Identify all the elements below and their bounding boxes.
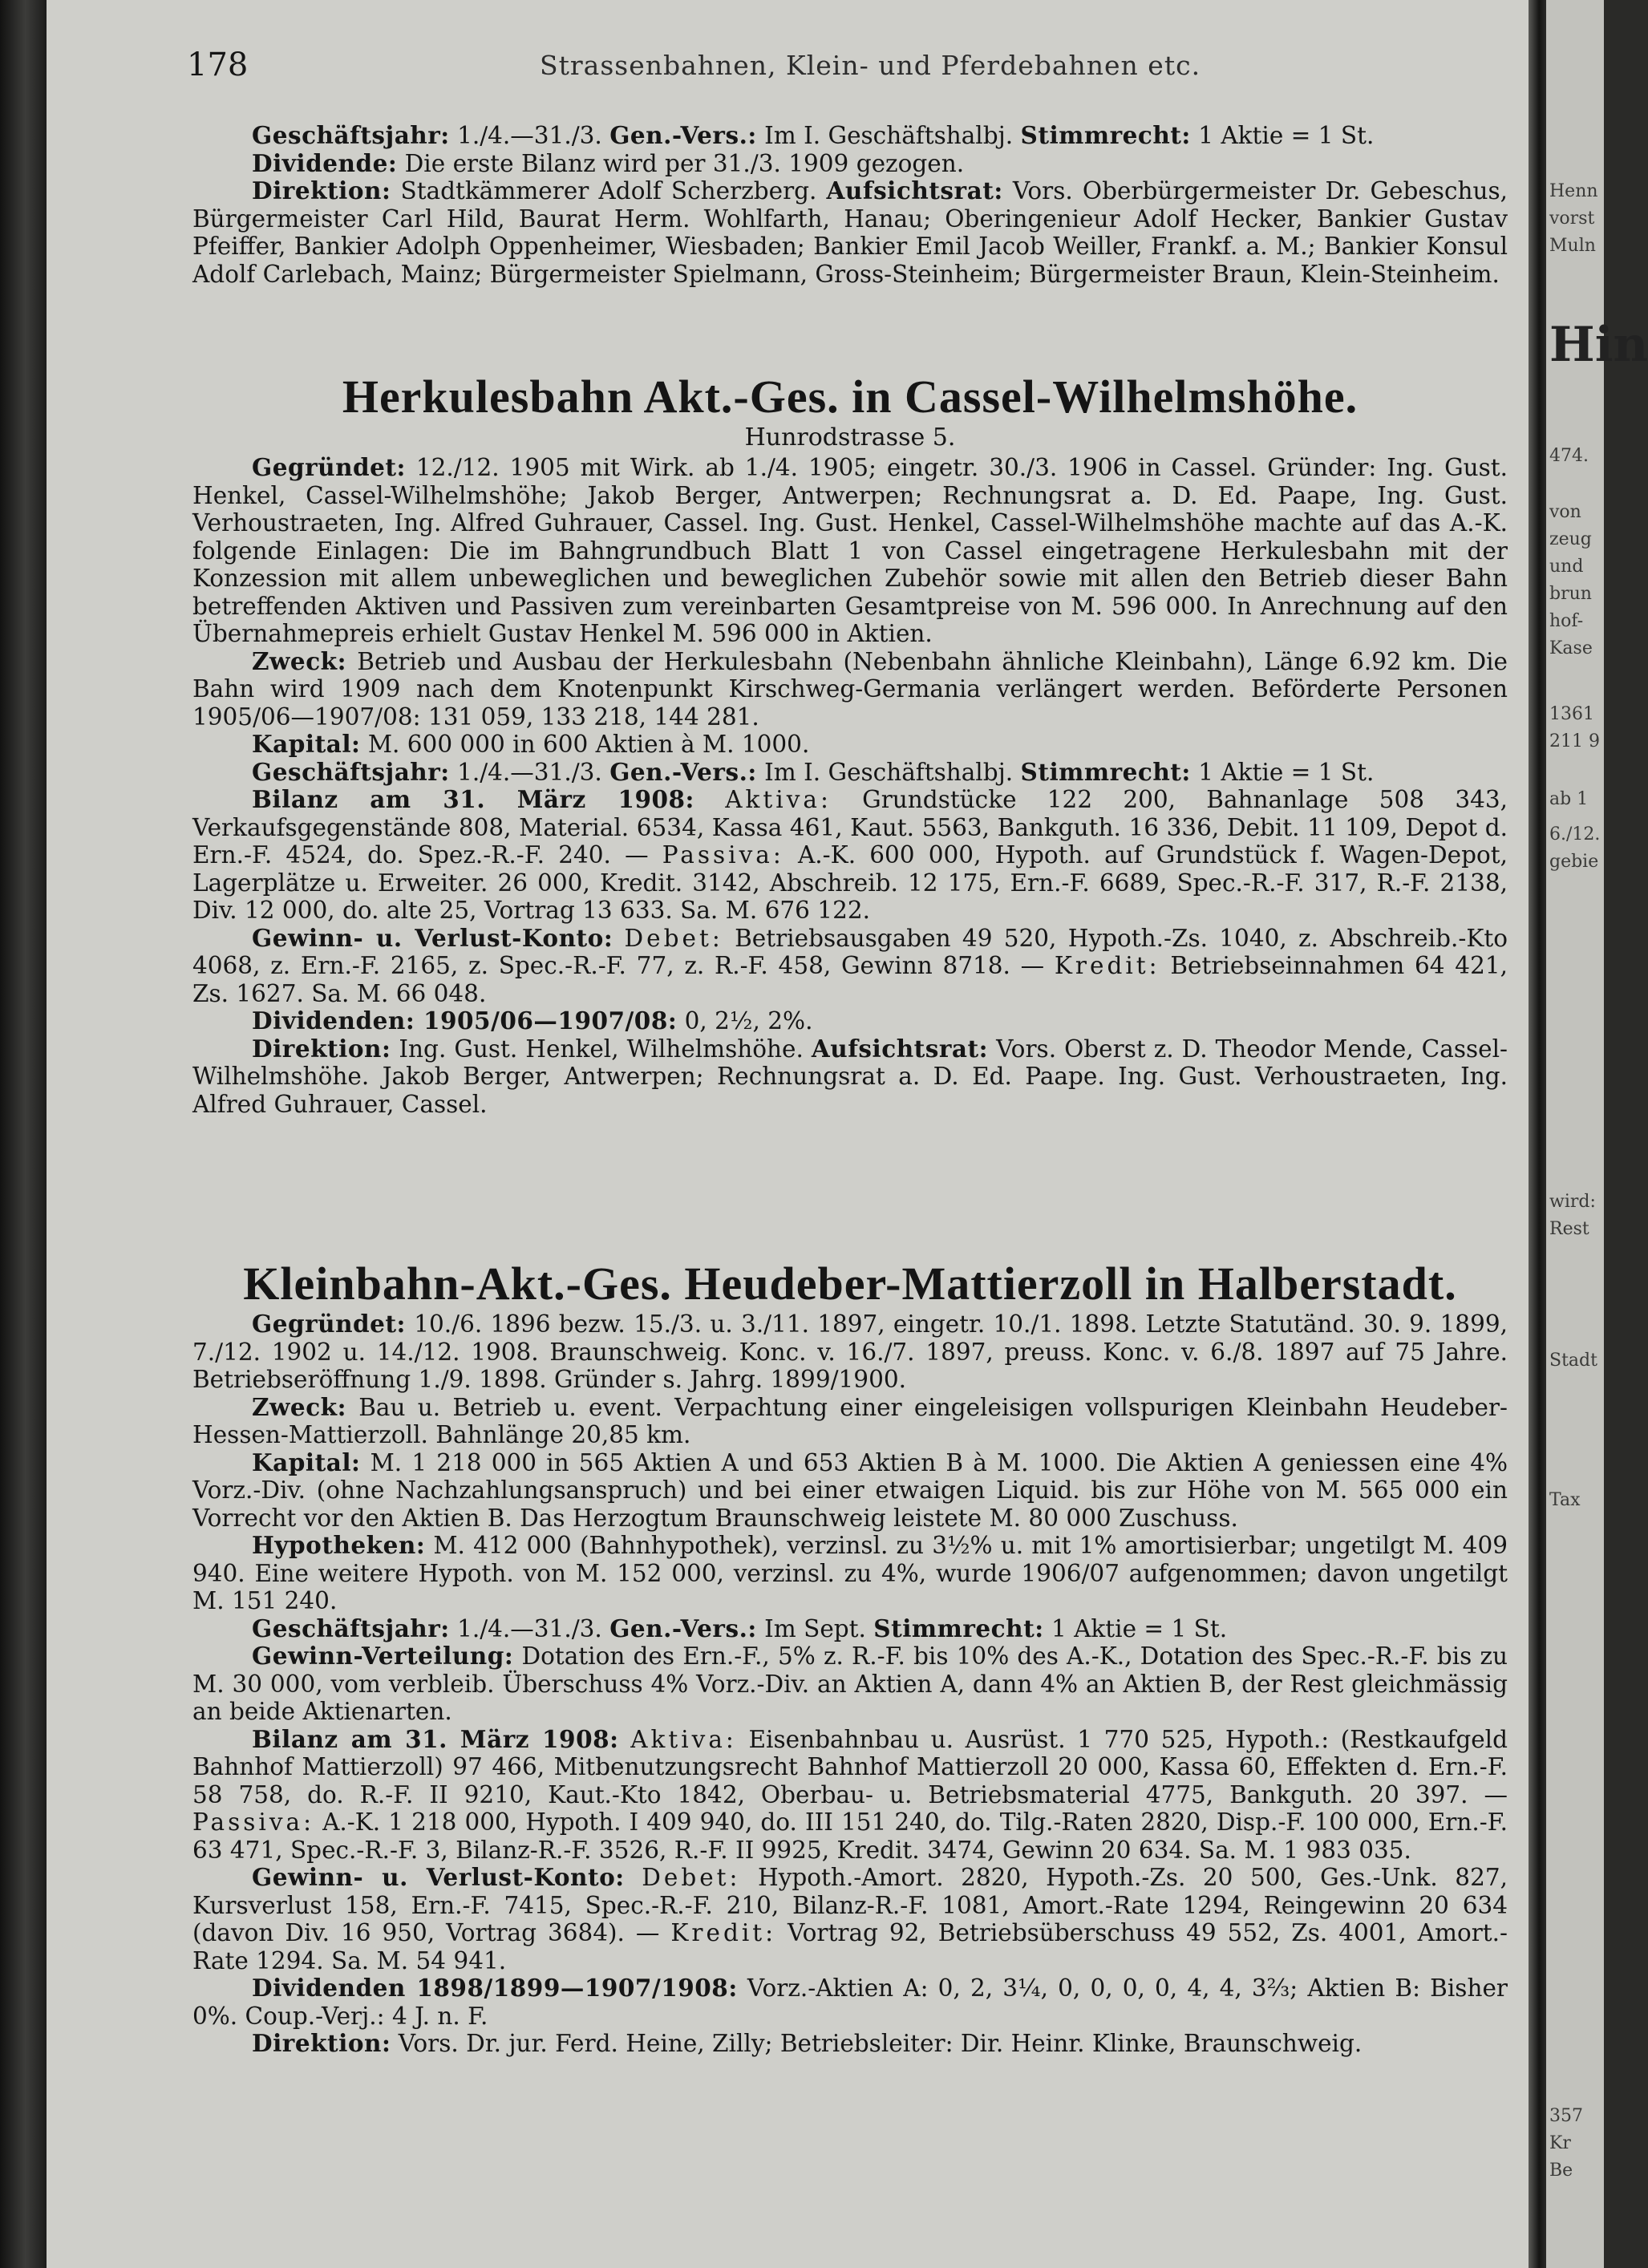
kleinbahn-title: Kleinbahn-Akt.-Ges. Heudeber-Mattierzoll in Halberstadt. [243,1258,1457,1310]
adjacent-fragment: Kase [1549,638,1593,658]
adjacent-fragment: 211 9 [1549,731,1600,751]
adjacent-fragment: wird: [1549,1192,1596,1212]
herkulesbahn-entry [192,371,1508,1118]
herkulesbahn-bilanz: Bilanz am 31. März 1908: Aktiva: Grundstücke 122 200, Bahnanlage 508 343, Verkaufsgegenstände 808, Material. 6534, Kassa 461, Kaut. 5563, Bankguth. 16 336, Debit. 11 109, Depot d. Ern.-F. 4524, do. Spez.-R.-F. 240. — Passiva: A.-K. 600 000, Hypoth. auf Grundstück f. Wagen-Depot, Lagerplätze u. Erweiter. 26 000, Kredit. 3142, Abschreib. 12 175, Ern.-F. 6689, Spec.-R.-F. 317, R.-F. 2138, Div. 12 000, do. alte 25, Vortrag 13 633. Sa. M. 676 122. [192,785,1508,924]
adjacent-fragment: 1361 [1549,704,1594,724]
adjacent-page-edge [1546,0,1648,2268]
kleinbahn-gegruendet: Gegründet: 10./6. 1896 bezw. 15./3. u. 3./11. 1897, eingetr. 10./1. 1898. Letzte Statutänd. 30. 9. 1899, 7./12. 1902 u. 14./12. 1908. Braunschweig. Konc. v. 16./7. 1897, preuss. Konc. v. 6./8. 1897 auf 75 Jahre. Betriebseröffnung 1./9. 1898. Gründer s. Jahrg. 1899/1900. [192,1310,1508,1393]
scan-left-edge [0,0,47,2268]
running-head [187,47,1550,83]
adjacent-fragment: 6./12. [1549,824,1601,844]
adjacent-fragment: Be [1549,2161,1573,2181]
adjacent-fragment: zeug [1549,529,1592,549]
adjacent-fragment: Stadt [1549,1351,1597,1371]
herkulesbahn-zweck: Zweck: Betrieb und Ausbau der Herkulesbahn (Nebenbahn ähnliche Kleinbahn), Länge 6.92 km. Die Bahn wird 1909 nach dem Knotenpunkt Kirschweg-Germania verlängert werden. Beförderte Personen 1905/06—1907/08: 131 059, 133 218, 144 281. [192,646,1508,731]
kleinbahn-gewinn-verteilung: Gewinn-Verteilung: Dotation des Ern.-F., 5% z. R.-F. bis 10% des A.-K., Dotation des Spec.-R.-F. bis zu M. 30 000, vom verbleib. Überschuss 4% Vorz.-Div. an Aktien A, dann 4% an Aktien B, der Rest gleichmässig an beide Aktienarten. [192,1642,1508,1725]
kleinbahn-entry [192,1258,1508,2058]
running-head-title: Strassenbahnen, Klein- und Pferdebahnen etc. [540,50,1201,81]
herkulesbahn-gegruendet: Gegründet: 12./12. 1905 mit Wirk. ab 1./4. 1905; eingetr. 30./3. 1906 in Cassel. Gründer: Ing. Gust. Henkel, Cassel-Wilhelmshöhe; Jakob Berger, Antwerpen; Rechnungsrat a. D. Ed. Paape, Ing. Gust. Verhoustraeten, Ing. Alfred Guhrauer, Cassel. Ing. Gust. Henkel, Cassel-Wilhelmshöhe machte auf das A.-K. folgende Einlagen: Die im Bahngrundbuch Blatt 1 von Cassel eingetragene Herkulesbahn mit der Konzession mit allem unbeweglichen und beweglichen Zubehör sowie mit allen den Betrieb dieser Bahn betreffenden Aktiven und Passiven zum vereinbarten Gesamtpreise von M. 596 000. In Anrechnung auf den Übernahmepreis erhielt Gustav Henkel M. 596 000 in Aktien. [192,453,1508,647]
page-number: 178 [187,47,249,83]
kleinbahn-bilanz: Bilanz am 31. März 1908: Aktiva: Eisenbahnbau u. Ausrüst. 1 770 525, Hypoth.: (Restkaufgeld Bahnhof Mattierzoll) 97 466, Mitbenutzungsrecht Bahnhof Mattierzoll 20 000, Kassa 60, Effekten d. Ern.-F. 58 758, do. R.-F. II 9210, Kaut.-Kto 1842, Oberbau- u. Betriebsmaterial 4775, Bankguth. 20 397. — Passiva: A.-K. 1 218 000, Hypoth. I 409 940, do. III 151 240, do. Tilg.-Raten 2820, Disp.-F. 100 000, Ern.-F. 63 471, Spec.-R.-F. 3, Bilanz-R.-F. 3526, R.-F. II 9925, Kredit. 3474, Gewinn 20 634. Sa. M. 1 983 035. [192,1724,1508,1864]
herkulesbahn-geschaeftsjahr: Geschäftsjahr: 1./4.—31./3. Gen.-Vers.: Im I. Geschäftshalbj. Stimmrecht: 1 Aktie = 1 St. [252,757,1375,786]
adjacent-fragment: Hin [1549,317,1648,373]
book-gutter [1529,0,1546,2268]
adjacent-fragment: Kr [1549,2133,1571,2153]
prev-direktion-paragraph: Direktion: Stadtkämmerer Adolf Scherzberg. Aufsichtsrat: Vors. Oberbürgermeister Dr. Gebeschus, Bürgermeister Carl Hild, Baurat Herm. Wohlfarth, Hanau; Oberingenieur Adolf Hecker, Bankier Gustav Pfeiffer, Bankier Adolph Oppenheimer, Wiesbaden; Bankier Emil Jacob Weiller, Frankf. a. M.; Bankier Konsul Adolf Carlebach, Mainz; Bürgermeister Spielmann, Gross-Steinheim; Bürgermeister Braun, Klein-Steinheim. [192,176,1508,288]
kleinbahn-zweck: Zweck: Bau u. Betrieb u. event. Verpachtung einer eingeleisigen vollspurigen Kleinbahn Heudeber-Hessen-Mattierzoll. Bahnlänge 20,85 km. [192,1392,1508,1448]
kleinbahn-direktion: Direktion: Vors. Dr. jur. Ferd. Heine, Zilly; Betriebsleiter: Dir. Heinr. Klinke, Braunschweig. [252,2029,1363,2057]
adjacent-fragment: 474. [1549,446,1589,466]
prev-dividende-line: Dividende: Die erste Bilanz wird per 31./3. 1909 gezogen. [252,148,965,177]
kleinbahn-gewinn-verlust: Gewinn- u. Verlust-Konto: Debet: Hypoth.-Amort. 2820, Hypoth.-Zs. 20 500, Ges.-Unk. 827, Kursverlust 158, Ern.-F. 7415, Spec.-R.-F. 210, Bilanz-R.-F. 1081, Amort.-Rate 1294, Reingewinn 20 634 (davon Div. 16 950, Vortrag 3684). — Kredit: Vortrag 92, Betriebsüberschuss 49 552, Zs. 4001, Amort.-Rate 1294. Sa. M. 54 941. [192,1863,1508,1974]
prev-geschaeftsjahr-line: Geschäftsjahr: 1./4.—31./3. Gen.-Vers.: Im I. Geschäftshalbj. Stimmrecht: 1 Aktie = 1 St. [252,121,1375,149]
herkulesbahn-title: Herkulesbahn Akt.-Ges. in Cassel-Wilhelmshöhe. [342,371,1358,423]
adjacent-fragment: Rest [1549,1219,1589,1239]
adjacent-fragment: Muln [1549,236,1596,256]
herkulesbahn-gewinn-verlust: Gewinn- u. Verlust-Konto: Debet: Betriebsausgaben 49 520, Hypoth.-Zs. 1040, z. Abschreib.-Kto 4068, z. Ern.-F. 2165, z. Spec.-R.-F. 77, z. R.-F. 458, Gewinn 8718. — Kredit: Betriebseinnahmen 64 421, Zs. 1627. Sa. M. 66 048. [192,923,1508,1007]
adjacent-fragment: und [1549,557,1584,577]
kleinbahn-hypotheken: Hypotheken: M. 412 000 (Bahnhypothek), verzinsl. zu 3½% u. mit 1% amortisierbar; ungetilgt M. 409 940. Eine weitere Hypoth. von M. 152 000, verzinsl. zu 4%, wurde 1906/07 aufgenommen; davon ungetilgt M. 151 240. [192,1531,1508,1614]
adjacent-fragment: Henn [1549,181,1598,201]
adjacent-fragment: ab 1 [1549,789,1589,809]
adjacent-fragment: hof- [1549,611,1584,631]
kleinbahn-dividenden: Dividenden 1898/1899—1907/1908: Vorz.-Aktien A: 0, 2, 3¼, 0, 0, 0, 0, 4, 4, 3⅔; Aktien B: Bisher 0%. Coup.-Verj.: 4 J. n. F. [192,1974,1508,2030]
herkulesbahn-address: Hunrodstrasse 5. [744,423,956,452]
book-page [47,0,1529,2268]
adjacent-fragment: brun [1549,584,1592,604]
kleinbahn-geschaeftsjahr: Geschäftsjahr: 1./4.—31./3. Gen.-Vers.: Im Sept. Stimmrecht: 1 Aktie = 1 St. [252,1614,1228,1642]
adjacent-fragment: gebie [1549,852,1599,872]
herkulesbahn-dividenden: Dividenden: 1905/06—1907/08: 0, 2½, 2%. [252,1006,813,1035]
adjacent-fragment: 357 [1549,2106,1583,2126]
previous-entry-tail [192,122,1508,288]
adjacent-fragment: von [1549,502,1581,522]
adjacent-fragment: Tax [1549,1490,1581,1510]
kleinbahn-kapital: Kapital: M. 1 218 000 in 565 Aktien A und 653 Aktien B à M. 1000. Die Aktien A geniessen eine 4% Vorz.-Div. (ohne Nachzahlungsanspruch) und bei einer etwaigen Liquid. bis zur Höhe von M. 565 000 ein Vorrecht vor den Aktien B. Das Herzogtum Braunschweig leistete M. 80 000 Zuschuss. [192,1448,1508,1532]
herkulesbahn-kapital: Kapital: M. 600 000 in 600 Aktien à M. 1000. [252,730,810,758]
herkulesbahn-direktion: Direktion: Ing. Gust. Henkel, Wilhelmshöhe. Aufsichtsrat: Vors. Oberst z. D. Theodor Mende, Cassel-Wilhelmshöhe. Jakob Berger, Antwerpen; Rechnungsrat a. D. Ed. Paape. Ing. Gust. Verhoustraeten, Ing. Alfred Guhrauer, Cassel. [192,1034,1508,1118]
adjacent-fragment: vorst [1549,209,1595,229]
